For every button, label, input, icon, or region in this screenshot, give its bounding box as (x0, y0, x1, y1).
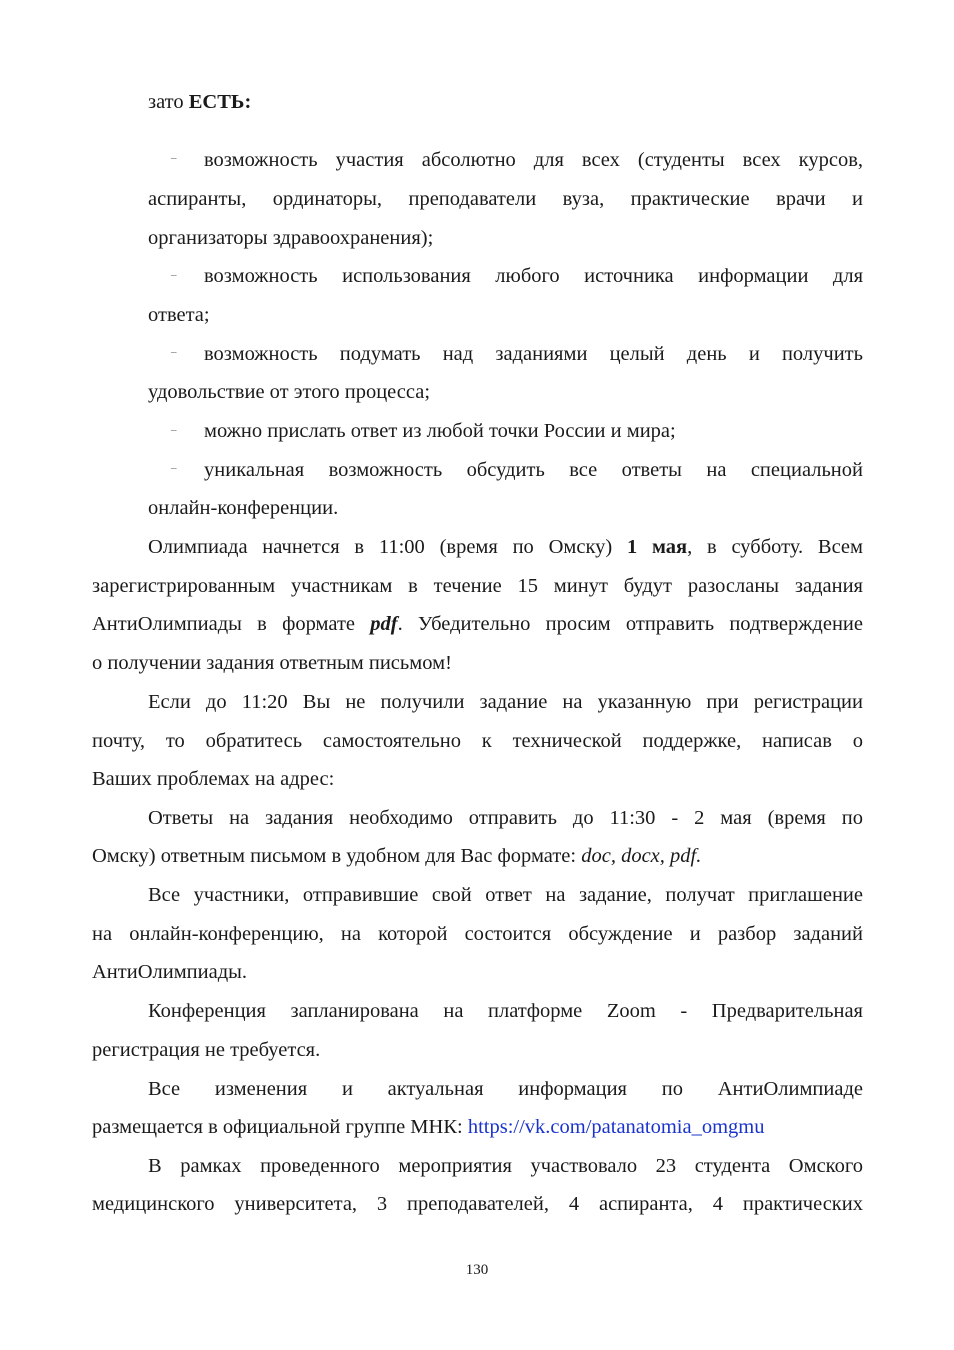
bullet-4-line-1: можно прислать ответ из любой точки России и мира; (204, 420, 676, 442)
p1-line-3: АнтиОлимпиады в формате pdf. Убедительно просим отправить подтверждение (92, 613, 863, 635)
p6-line-1: Все изменения и актуальная информация по АнтиОлимпиаде (148, 1078, 863, 1100)
p4-line-3: АнтиОлимпиады. (92, 961, 248, 983)
bullet-1-line-1: возможность участия абсолютно для всех (студенты всех курсов, (204, 149, 863, 171)
p1-date-bold: 1 мая (626, 536, 688, 558)
p3-formats-italic: doc, docx, pdf. (581, 845, 702, 867)
bullet-1-line-2: аспиранты, ординаторы, преподаватели вуза, практические врачи и (148, 188, 863, 210)
bullet-2-line-2: ответа; (148, 304, 210, 326)
bullet-1-line-3: организаторы здравоохранения); (148, 227, 434, 249)
p7-line-1: В рамках проведенного мероприятия участвовало 23 студента Омского (148, 1155, 863, 1177)
p3-line-1: Ответы на задания необходимо отправить до 11:30 - 2 мая (время по (148, 807, 863, 829)
p1-format-bold-italic: pdf (370, 613, 398, 635)
p7-line-2: медицинского университета, 3 преподавателей, 4 аспиранта, 4 практических (92, 1193, 863, 1215)
vk-group-link[interactable]: https://vk.com/patanatomia_omgmu (467, 1116, 765, 1138)
page-number: 130 (465, 1262, 489, 1278)
p2-line-3: Ваших проблемах на адрес: (92, 768, 335, 790)
p5-line-1: Конференция запланирована на платформе Zoom - Предварительная (148, 1000, 863, 1022)
bullet-3-line-2: удовольствие от этого процесса; (148, 381, 431, 403)
bullet-dash-2: – (171, 269, 177, 281)
p1-line-4: о получении задания ответным письмом! (92, 652, 452, 674)
bullet-3-line-1: возможность подумать над заданиями целый день и получить (204, 343, 863, 365)
p4-line-1: Все участники, отправившие свой ответ на задание, получат приглашение (148, 884, 863, 906)
bullet-dash-1: – (171, 152, 177, 164)
p6-line-2: размещается в официальной группе МНК: https://vk.com/patanatomia_omgmu (92, 1116, 765, 1138)
bullet-5-line-1: уникальная возможность обсудить все ответы на специальной (204, 459, 863, 481)
bullet-5-line-2: онлайн-конференции. (148, 497, 339, 519)
p3-line-2: Омску) ответным письмом в удобном для Вас формате: doc, docx, pdf. (92, 845, 702, 867)
p4-line-2: на онлайн-конференцию, на которой состоится обсуждение и разбор заданий (92, 923, 863, 945)
p5-line-2: регистрация не требуется. (92, 1039, 321, 1061)
p1-line-1: Олимпиада начнется в 11:00 (время по Омску) 1 мая, в субботу. Всем (148, 536, 863, 558)
p1-line-2: зарегистрированным участникам в течение 15 минут будут разосланы задания (92, 575, 863, 597)
p2-line-1: Если до 11:20 Вы не получили задание на указанную при регистрации (148, 691, 863, 713)
bullet-dash-5: – (171, 462, 177, 474)
bullet-dash-4: – (171, 424, 177, 436)
bullet-dash-3: – (171, 346, 177, 358)
intro-bold: ЕСТЬ: (188, 91, 252, 113)
bullet-2-line-1: возможность использования любого источника информации для (204, 265, 863, 287)
p2-line-2: почту, то обратитесь самостоятельно к технической поддержке, написав о (92, 730, 863, 752)
intro-line: зато ЕСТЬ: (148, 91, 252, 113)
